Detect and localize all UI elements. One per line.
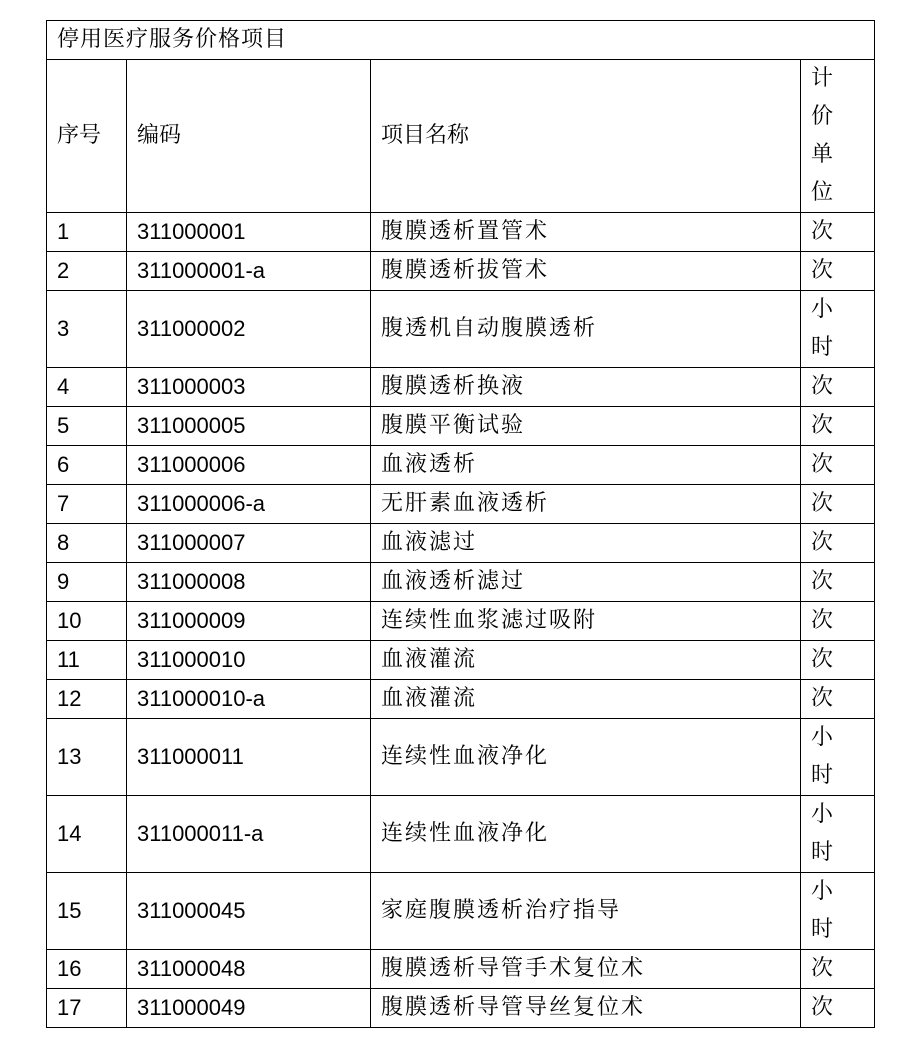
cell-unit bbox=[801, 680, 875, 719]
cell-unit-text: 次 bbox=[811, 608, 834, 633]
cell-unit bbox=[801, 989, 875, 1028]
cell-name: 血液滤过 bbox=[371, 524, 801, 563]
cell-unit-text: 小时 bbox=[811, 879, 834, 942]
cell-name: 连续性血液净化 bbox=[371, 719, 801, 796]
cell-name: 血液透析滤过 bbox=[371, 563, 801, 602]
header-code: 编码 bbox=[127, 60, 371, 213]
header-name: 项目名称 bbox=[371, 60, 801, 213]
cell-name: 腹膜透析置管术 bbox=[371, 213, 801, 252]
header-unit bbox=[801, 60, 875, 213]
table-row bbox=[47, 407, 875, 446]
cell-name: 腹膜平衡试验 bbox=[371, 407, 801, 446]
cell-unit-text: 次 bbox=[811, 374, 834, 399]
table-row bbox=[47, 291, 875, 368]
cell-seq: 10 bbox=[47, 602, 127, 641]
cell-unit bbox=[801, 446, 875, 485]
cell-unit-text: 次 bbox=[811, 413, 834, 438]
cell-unit-text: 次 bbox=[811, 219, 834, 244]
cell-seq: 3 bbox=[47, 291, 127, 368]
header-row bbox=[47, 60, 875, 213]
cell-unit-text: 次 bbox=[811, 995, 834, 1020]
cell-seq: 13 bbox=[47, 719, 127, 796]
cell-code: 311000009 bbox=[127, 602, 371, 641]
cell-unit bbox=[801, 407, 875, 446]
table-row bbox=[47, 563, 875, 602]
table-row bbox=[47, 213, 875, 252]
cell-seq: 11 bbox=[47, 641, 127, 680]
cell-code: 311000002 bbox=[127, 291, 371, 368]
cell-name: 连续性血浆滤过吸附 bbox=[371, 602, 801, 641]
cell-name: 血液灌流 bbox=[371, 641, 801, 680]
cell-unit bbox=[801, 524, 875, 563]
cell-unit-text: 小时 bbox=[811, 297, 834, 360]
cell-unit-text: 次 bbox=[811, 491, 834, 516]
cell-seq: 5 bbox=[47, 407, 127, 446]
table-title: 停用医疗服务价格项目 bbox=[47, 21, 875, 60]
table-row bbox=[47, 252, 875, 291]
cell-code: 311000010-a bbox=[127, 680, 371, 719]
cell-unit bbox=[801, 602, 875, 641]
table-row bbox=[47, 524, 875, 563]
cell-unit bbox=[801, 563, 875, 602]
cell-code: 311000007 bbox=[127, 524, 371, 563]
table-row bbox=[47, 989, 875, 1028]
table-row bbox=[47, 485, 875, 524]
header-seq: 序号 bbox=[47, 60, 127, 213]
cell-name: 腹膜透析换液 bbox=[371, 368, 801, 407]
cell-seq: 14 bbox=[47, 796, 127, 873]
cell-unit bbox=[801, 641, 875, 680]
cell-seq: 6 bbox=[47, 446, 127, 485]
cell-unit bbox=[801, 291, 875, 368]
cell-name: 无肝素血液透析 bbox=[371, 485, 801, 524]
table-row bbox=[47, 796, 875, 873]
cell-unit-text: 小时 bbox=[811, 725, 834, 788]
cell-unit-text: 次 bbox=[811, 647, 834, 672]
cell-unit bbox=[801, 950, 875, 989]
cell-unit-text: 次 bbox=[811, 956, 834, 981]
cell-unit bbox=[801, 368, 875, 407]
cell-name: 家庭腹膜透析治疗指导 bbox=[371, 873, 801, 950]
cell-code: 311000006 bbox=[127, 446, 371, 485]
cell-unit-text: 次 bbox=[811, 686, 834, 711]
cell-code: 311000010 bbox=[127, 641, 371, 680]
cell-code: 311000011-a bbox=[127, 796, 371, 873]
header-unit-text: 计价单位 bbox=[811, 66, 834, 205]
cell-seq: 1 bbox=[47, 213, 127, 252]
cell-name: 腹透机自动腹膜透析 bbox=[371, 291, 801, 368]
cell-name: 腹膜透析导管手术复位术 bbox=[371, 950, 801, 989]
cell-name: 血液透析 bbox=[371, 446, 801, 485]
cell-code: 311000003 bbox=[127, 368, 371, 407]
cell-unit-text: 次 bbox=[811, 452, 834, 477]
cell-seq: 7 bbox=[47, 485, 127, 524]
table-row bbox=[47, 950, 875, 989]
table-row bbox=[47, 641, 875, 680]
cell-unit-text: 次 bbox=[811, 258, 834, 283]
cell-seq: 4 bbox=[47, 368, 127, 407]
cell-unit bbox=[801, 719, 875, 796]
cell-code: 311000045 bbox=[127, 873, 371, 950]
cell-seq: 15 bbox=[47, 873, 127, 950]
cell-name: 连续性血液净化 bbox=[371, 796, 801, 873]
cell-seq: 9 bbox=[47, 563, 127, 602]
cell-code: 311000048 bbox=[127, 950, 371, 989]
cell-unit bbox=[801, 873, 875, 950]
cell-code: 311000049 bbox=[127, 989, 371, 1028]
table-row bbox=[47, 719, 875, 796]
cell-unit bbox=[801, 213, 875, 252]
table-row bbox=[47, 680, 875, 719]
cell-code: 311000001-a bbox=[127, 252, 371, 291]
cell-unit bbox=[801, 252, 875, 291]
cell-seq: 2 bbox=[47, 252, 127, 291]
table-row bbox=[47, 446, 875, 485]
cell-code: 311000008 bbox=[127, 563, 371, 602]
table-row bbox=[47, 368, 875, 407]
cell-unit-text: 次 bbox=[811, 530, 834, 555]
cell-seq: 12 bbox=[47, 680, 127, 719]
cell-unit bbox=[801, 485, 875, 524]
cell-seq: 17 bbox=[47, 989, 127, 1028]
cell-unit bbox=[801, 796, 875, 873]
title-row bbox=[47, 21, 875, 60]
cell-code: 311000001 bbox=[127, 213, 371, 252]
cell-name: 血液灌流 bbox=[371, 680, 801, 719]
cell-name: 腹膜透析导管导丝复位术 bbox=[371, 989, 801, 1028]
cell-seq: 16 bbox=[47, 950, 127, 989]
table-row bbox=[47, 602, 875, 641]
cell-unit-text: 小时 bbox=[811, 802, 834, 865]
cell-code: 311000011 bbox=[127, 719, 371, 796]
cell-name: 腹膜透析拔管术 bbox=[371, 252, 801, 291]
cell-seq: 8 bbox=[47, 524, 127, 563]
cell-unit-text: 次 bbox=[811, 569, 834, 594]
cell-code: 311000006-a bbox=[127, 485, 371, 524]
table-row bbox=[47, 873, 875, 950]
price-table bbox=[46, 20, 875, 1028]
cell-code: 311000005 bbox=[127, 407, 371, 446]
